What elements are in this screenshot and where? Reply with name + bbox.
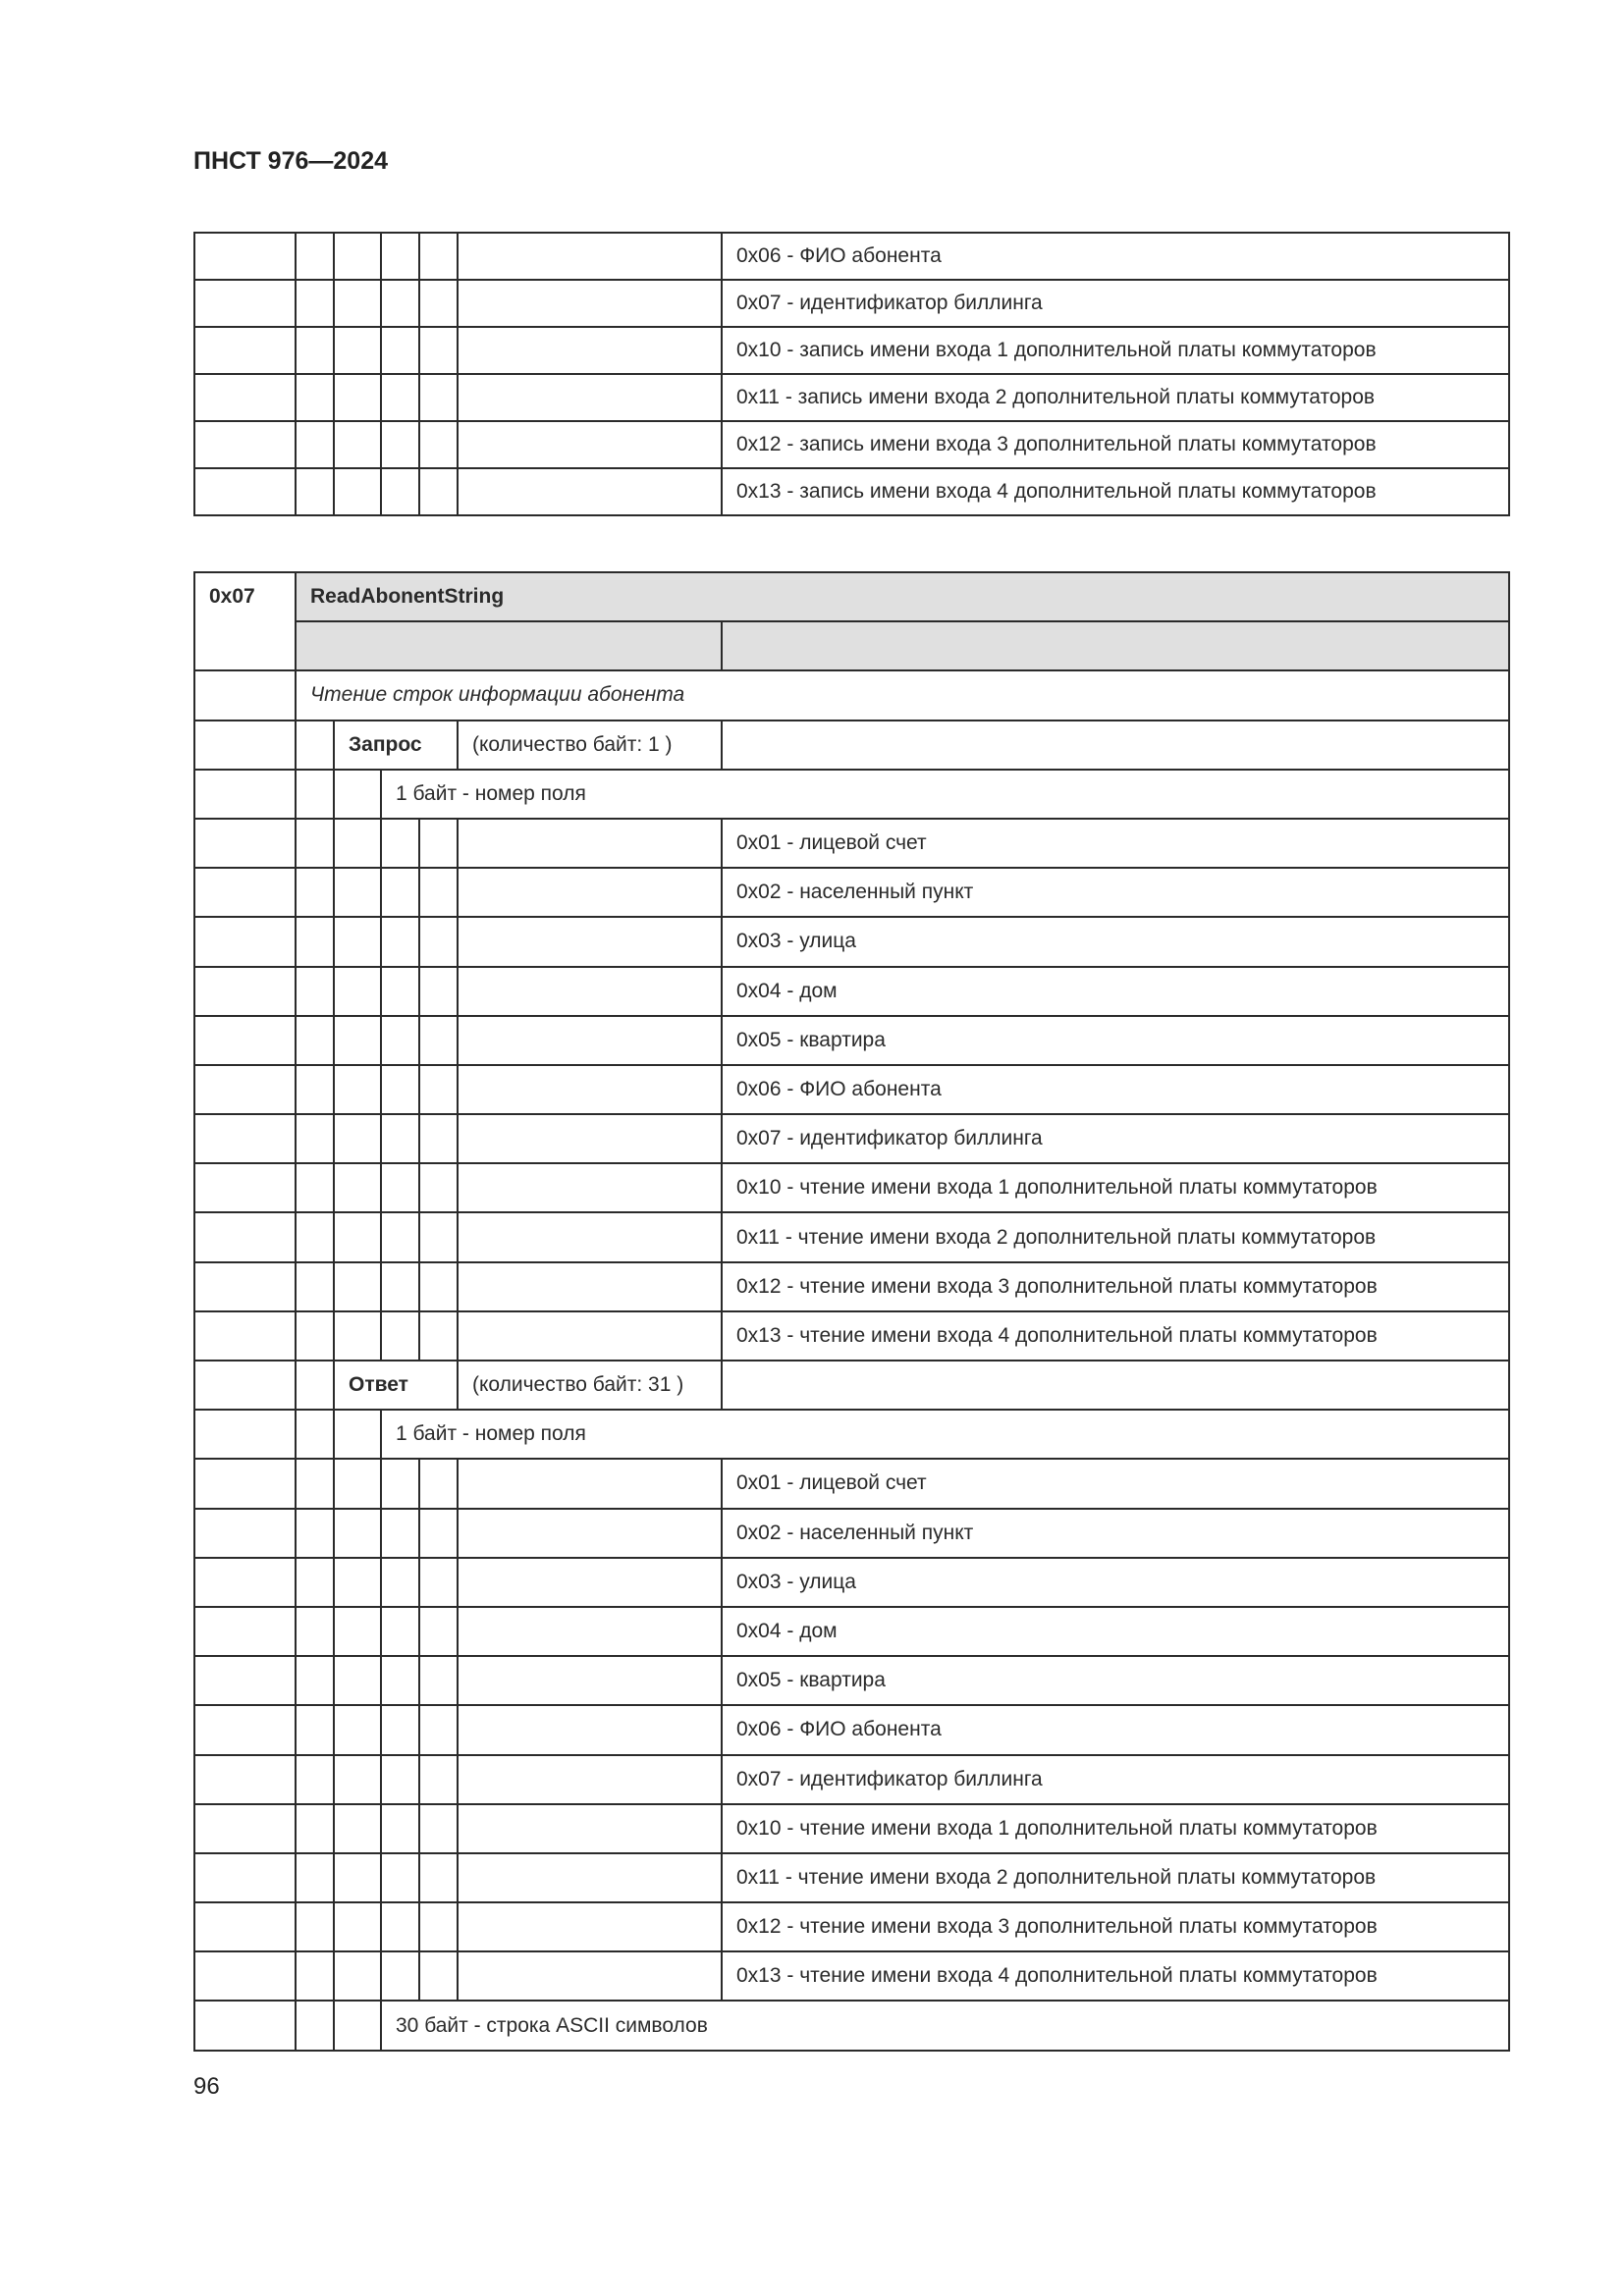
value-cell: 0x02 - населенный пункт — [722, 868, 1509, 917]
table-row — [194, 280, 1509, 327]
value-cell: 0x10 - чтение имени входа 1 дополнительной платы коммутаторов — [722, 1804, 1509, 1853]
value-cell: 0x06 - ФИО абонента — [722, 1705, 1509, 1754]
table-row — [194, 2001, 1509, 2050]
request-byte-count: (количество байт: 1 ) — [458, 721, 722, 770]
document-header: ПНСТ 976—2024 — [193, 147, 388, 175]
value-cell: 0x03 - улица — [722, 917, 1509, 966]
table-row — [194, 917, 1509, 966]
value-cell: 0x03 - улица — [722, 1558, 1509, 1607]
value-cell: 0x02 - населенный пункт — [722, 1509, 1509, 1558]
continued-table — [193, 232, 1510, 516]
table-row — [194, 1410, 1509, 1459]
command-description: Чтение строк информации абонента — [296, 670, 1509, 720]
value-cell: 0x10 - чтение имени входа 1 дополнительной платы коммутаторов — [722, 1163, 1509, 1212]
value-cell: 0x04 - дом — [722, 1607, 1509, 1656]
response-label: Ответ — [334, 1361, 458, 1410]
table-row — [194, 1114, 1509, 1163]
value-cell: 0x13 - запись имени входа 4 дополнительной платы коммутаторов — [722, 468, 1509, 515]
table-row — [194, 1065, 1509, 1114]
table-row — [194, 1016, 1509, 1065]
value-cell: 0x07 - идентификатор биллинга — [722, 1114, 1509, 1163]
table-row — [194, 1311, 1509, 1361]
value-cell: 0x11 - запись имени входа 2 дополнительной платы коммутаторов — [722, 374, 1509, 421]
response-field: 1 байт - номер поля — [381, 1410, 1509, 1459]
value-cell: 0x06 - ФИО абонента — [722, 233, 1509, 280]
table-row — [194, 1755, 1509, 1804]
value-cell: 0x07 - идентификатор биллинга — [722, 280, 1509, 327]
command-name: ReadAbonentString — [296, 572, 1509, 621]
table-row — [194, 1853, 1509, 1902]
request-header-row — [194, 721, 1509, 770]
value-cell: 0x05 - квартира — [722, 1016, 1509, 1065]
value-cell: 0x13 - чтение имени входа 4 дополнительной платы коммутаторов — [722, 1951, 1509, 2001]
response-header-row — [194, 1361, 1509, 1410]
value-cell: 0x13 - чтение имени входа 4 дополнительной платы коммутаторов — [722, 1311, 1509, 1361]
table-row — [194, 1656, 1509, 1705]
table-row — [194, 1459, 1509, 1508]
table-row — [194, 1558, 1509, 1607]
table-row — [194, 819, 1509, 868]
value-cell: 0x01 - лицевой счет — [722, 819, 1509, 868]
value-cell: 0x05 - квартира — [722, 1656, 1509, 1705]
table-row — [194, 868, 1509, 917]
value-cell: 0x11 - чтение имени входа 2 дополнительной платы коммутаторов — [722, 1853, 1509, 1902]
table-row — [194, 233, 1509, 280]
table-row — [194, 1262, 1509, 1311]
value-cell: 0x12 - чтение имени входа 3 дополнительной платы коммутаторов — [722, 1262, 1509, 1311]
page-number: 96 — [193, 2073, 220, 2100]
value-cell: 0x11 - чтение имени входа 2 дополнительной платы коммутаторов — [722, 1212, 1509, 1261]
table-row — [194, 1607, 1509, 1656]
table-row — [194, 1509, 1509, 1558]
value-cell: 0x04 - дом — [722, 967, 1509, 1016]
value-cell: 0x12 - запись имени входа 3 дополнительной платы коммутаторов — [722, 421, 1509, 468]
table-row — [194, 1163, 1509, 1212]
request-field: 1 байт - номер поля — [381, 770, 1509, 819]
table-row — [194, 1705, 1509, 1754]
table-row — [194, 421, 1509, 468]
response-string: 30 байт - строка ASCII символов — [381, 2001, 1509, 2050]
table-row — [194, 967, 1509, 1016]
table-row — [194, 374, 1509, 421]
table-row — [194, 1212, 1509, 1261]
table-row — [194, 327, 1509, 374]
value-cell: 0x12 - чтение имени входа 3 дополнительной платы коммутаторов — [722, 1902, 1509, 1951]
command-title-row — [194, 572, 1509, 621]
table-row — [194, 1804, 1509, 1853]
value-cell: 0x01 - лицевой счет — [722, 1459, 1509, 1508]
request-label: Запрос — [334, 721, 458, 770]
table-row — [194, 1951, 1509, 2001]
command-subheader-row — [194, 621, 1509, 670]
table-row — [194, 770, 1509, 819]
description-row — [194, 670, 1509, 720]
value-cell: 0x06 - ФИО абонента — [722, 1065, 1509, 1114]
command-code: 0x07 — [194, 572, 296, 670]
table-row — [194, 1902, 1509, 1951]
response-byte-count: (количество байт: 31 ) — [458, 1361, 722, 1410]
command-table — [193, 571, 1510, 2052]
value-cell: 0x07 - идентификатор биллинга — [722, 1755, 1509, 1804]
value-cell: 0x10 - запись имени входа 1 дополнительной платы коммутаторов — [722, 327, 1509, 374]
table-row — [194, 468, 1509, 515]
